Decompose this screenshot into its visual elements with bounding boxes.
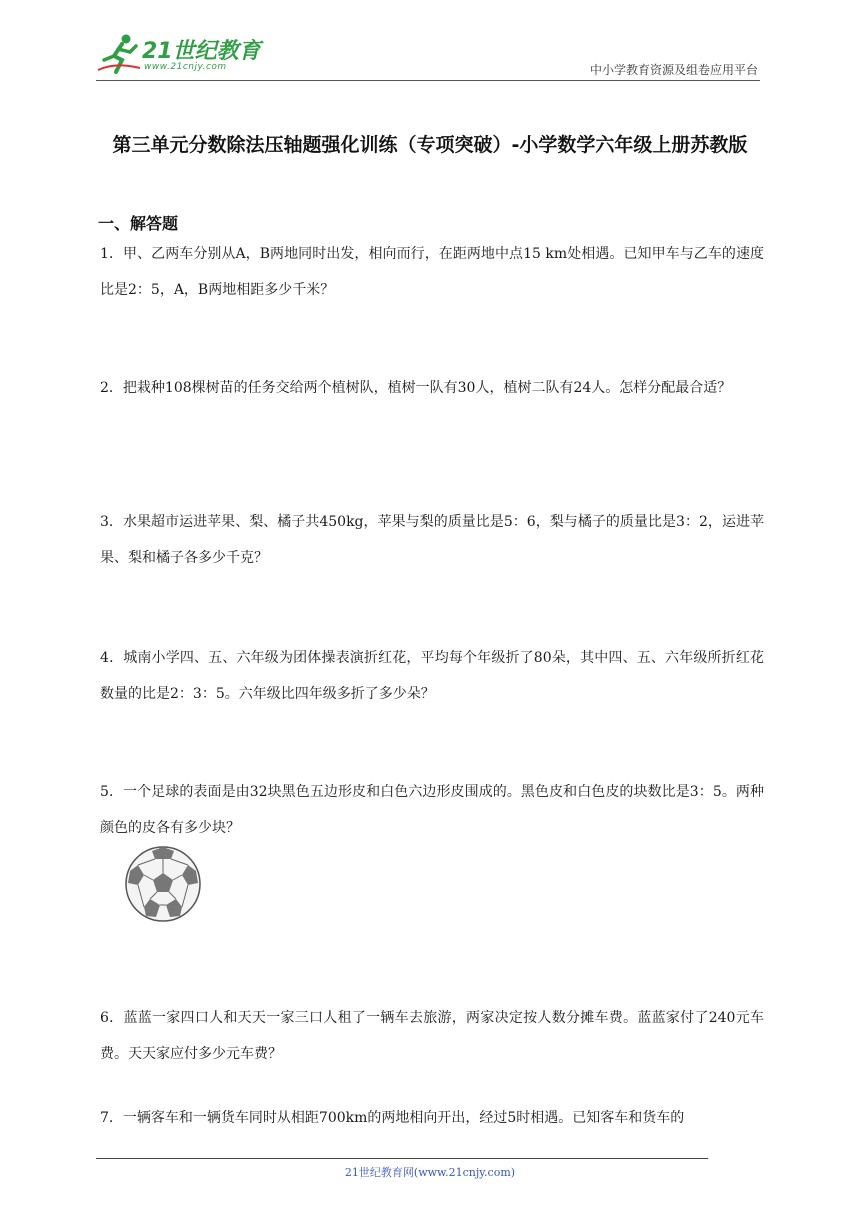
- site-logo: [96, 32, 266, 76]
- question-7: 7．一辆客车和一辆货车同时从相距700km的两地相向开出，经过5时相遇。已知客车和货车的: [100, 1110, 685, 1126]
- soccer-ball-icon: [124, 845, 202, 923]
- platform-tagline: 中小学教育资源及组卷应用平台: [589, 63, 758, 77]
- question-6: 6．蓝蓝一家四口人和天天一家三口人租了一辆车去旅游，两家决定按人数分摊车费。蓝蓝家付了240元车费。天天家应付多少元车费？: [100, 1010, 764, 1062]
- footer-divider: [96, 1158, 708, 1159]
- footer-link[interactable]: 21世纪教育网(www.21cnjy.com): [344, 1166, 516, 1179]
- logo-url: www.21cnjy.com: [144, 62, 227, 72]
- question-3: 3．水果超市运进苹果、梨、橘子共450kg，苹果与梨的质量比是5：6，梨与橘子的质量比是3：2，运进苹果、梨和橘子各多少千克？: [100, 514, 764, 566]
- logo-wordmark: 21世纪教育: [142, 39, 261, 64]
- runner-logo-icon: [96, 32, 142, 76]
- question-4: 4．城南小学四、五、六年级为团体操表演折红花，平均每个年级折了80朵，其中四、五、六年级所折红花数量的比是2：3：5。六年级比四年级多折了多少朵？: [100, 650, 764, 702]
- page-title: 第三单元分数除法压轴题强化训练（专项突破）-小学数学六年级上册苏教版: [112, 134, 748, 156]
- question-1: 1．甲、乙两车分别从A，B两地同时出发，相向而行，在距两地中点15 km处相遇。已知甲车与乙车的速度比是2：5，A，B两地相距多少千米？: [100, 246, 764, 298]
- header-divider: [96, 80, 760, 81]
- page-header: [96, 28, 760, 80]
- section-heading: 一、解答题: [98, 214, 179, 233]
- question-5: 5．一个足球的表面是由32块黑色五边形皮和白色六边形皮围成的。黑色皮和白色皮的块数比是3：5。两种颜色的皮各有多少块？: [100, 784, 764, 836]
- question-2: 2．把栽种108棵树苗的任务交给两个植树队，植树一队有30人，植树二队有24人。怎样分配最合适？: [100, 380, 732, 396]
